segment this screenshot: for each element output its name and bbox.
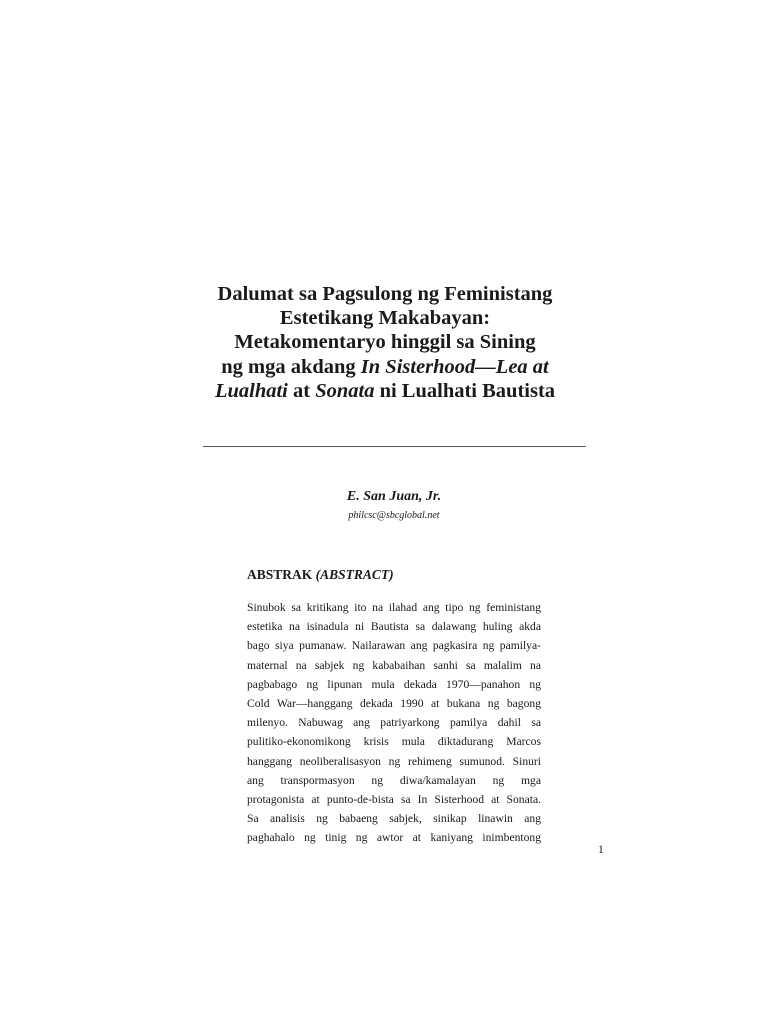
abstract-body: [247, 598, 541, 847]
title-line-5-text: ni Lualhati Bautista: [374, 379, 556, 402]
abstract-heading-text: ABSTRAK: [247, 567, 316, 582]
title-line-4-text: ng mga akdang: [221, 355, 361, 378]
abstract-line: Sa analisis ng babaeng sabjek, sinikap linawin ang: [247, 812, 541, 826]
abstract-line: bago siya pumanaw. Nailarawan ang pagkasira ng pamilya-: [247, 639, 541, 653]
abstract-heading-english: (ABSTRACT): [315, 567, 394, 582]
title-line-5-connector: at: [287, 379, 316, 402]
title-work-sonata: Sonata: [315, 379, 375, 402]
abstract-line: Cold War—hanggang dekada 1990 at bukana ng bagong: [247, 696, 541, 710]
author-name: E. San Juan, Jr.: [346, 489, 442, 504]
author-email: philcsc@sbcglobal.net: [348, 510, 440, 521]
abstract-line: protagonista at punto-de-bista sa In Sisterhood at Sonata.: [247, 792, 541, 806]
paper-title: [160, 282, 610, 403]
title-work-in-sisterhood: In Sisterhood—Lea at: [360, 355, 549, 378]
abstract-line: Sinubok sa kritikang ito na ilahad ang tipo ng feministang: [247, 601, 541, 614]
page-number: 1: [598, 844, 604, 856]
title-line-4: [160, 355, 610, 379]
abstract-line: paghahalo ng tinig ng awtor at kaniyang inimbentong: [247, 831, 541, 845]
title-work-lualhati: Lualhati: [214, 379, 288, 402]
title-line-3: Metakomentaryo hinggil sa Sining: [234, 331, 536, 354]
abstract-line: pulitiko-ekonomikong krisis mula diktadurang Marcos: [247, 735, 541, 749]
abstract-line: estetika na isinadula ni Bautista sa dalawang huling akda: [247, 620, 541, 634]
abstract-line: hanggang neoliberalisasyon ng rehimeng sumunod. Sinuri: [247, 754, 541, 768]
title-line-1: Dalumat sa Pagsulong ng Feministang: [217, 283, 553, 305]
abstract-line: pagbabago ng lipunan mula dekada 1970—panahon ng: [247, 677, 541, 691]
abstract-line: maternal na sabjek ng kababaihan sanhi sa malalim na: [247, 658, 541, 672]
title-line-5: [160, 379, 610, 403]
abstract-line: milenyo. Nabuwag ang patriyarkong pamilya dahil sa: [247, 716, 541, 730]
title-divider: [203, 446, 586, 447]
title-line-2: Estetikang Makabayan:: [279, 307, 491, 330]
abstract-heading: [247, 567, 394, 583]
abstract-line: ang transpormasyon ng diwa/kamalayan ng mga: [247, 773, 541, 787]
